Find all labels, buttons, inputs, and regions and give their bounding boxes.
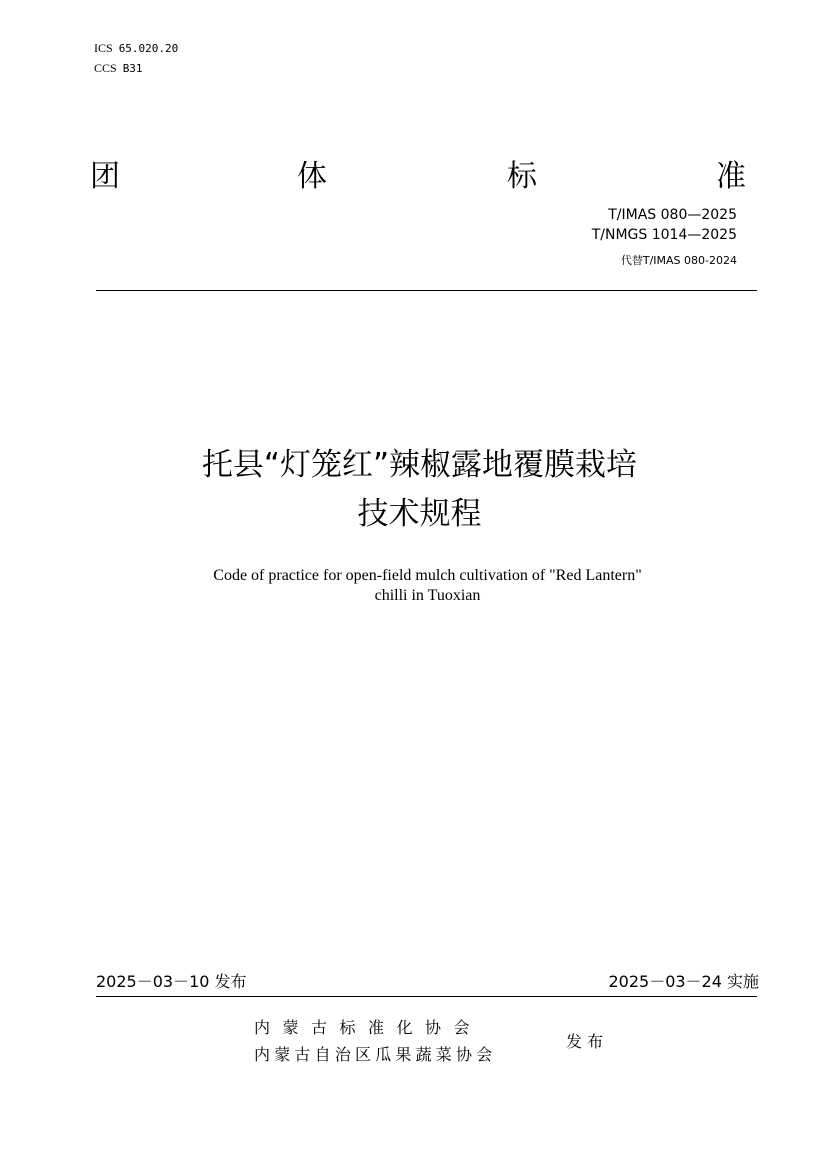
implementation-date: 2025－03－24 实施 xyxy=(608,972,759,991)
ics-label: ICS xyxy=(94,41,113,55)
standard-number-secondary: T/NMGS 1014—2025 xyxy=(591,227,737,243)
publisher-org-2: 内蒙古自治区瓜果蔬菜协会 xyxy=(254,1045,497,1064)
ccs-classification xyxy=(94,58,143,79)
title-zh-line2: 技术规程 xyxy=(357,496,482,532)
ccs-code: B31 xyxy=(122,62,143,75)
standard-type-char-4: 准 xyxy=(716,159,746,194)
title-en-line2: chilli in Tuoxian xyxy=(374,587,481,604)
publisher-org-1: 内蒙古标准化协会 xyxy=(254,1018,483,1037)
header-divider xyxy=(96,290,757,291)
footer-divider xyxy=(96,996,757,997)
ics-code: 65.020.20 xyxy=(118,42,179,55)
publish-action: 发 布 xyxy=(566,1032,604,1051)
standard-number-primary: T/IMAS 080—2025 xyxy=(608,207,737,223)
standard-type-char-1: 团 xyxy=(90,159,120,194)
standard-type-char-2: 体 xyxy=(297,159,327,194)
standard-type-char-3: 标 xyxy=(507,159,537,194)
ics-classification xyxy=(94,38,178,59)
replaces-standard: 代替T/IMAS 080-2024 xyxy=(620,254,737,267)
title-zh-line1: 托县“灯笼红”辣椒露地覆膜栽培 xyxy=(201,447,638,483)
ccs-label: CCS xyxy=(94,61,117,75)
issue-date: 2025－03－10 发布 xyxy=(96,972,247,991)
title-en-line1: Code of practice for open-field mulch cultivation of "Red Lantern" xyxy=(213,567,642,584)
